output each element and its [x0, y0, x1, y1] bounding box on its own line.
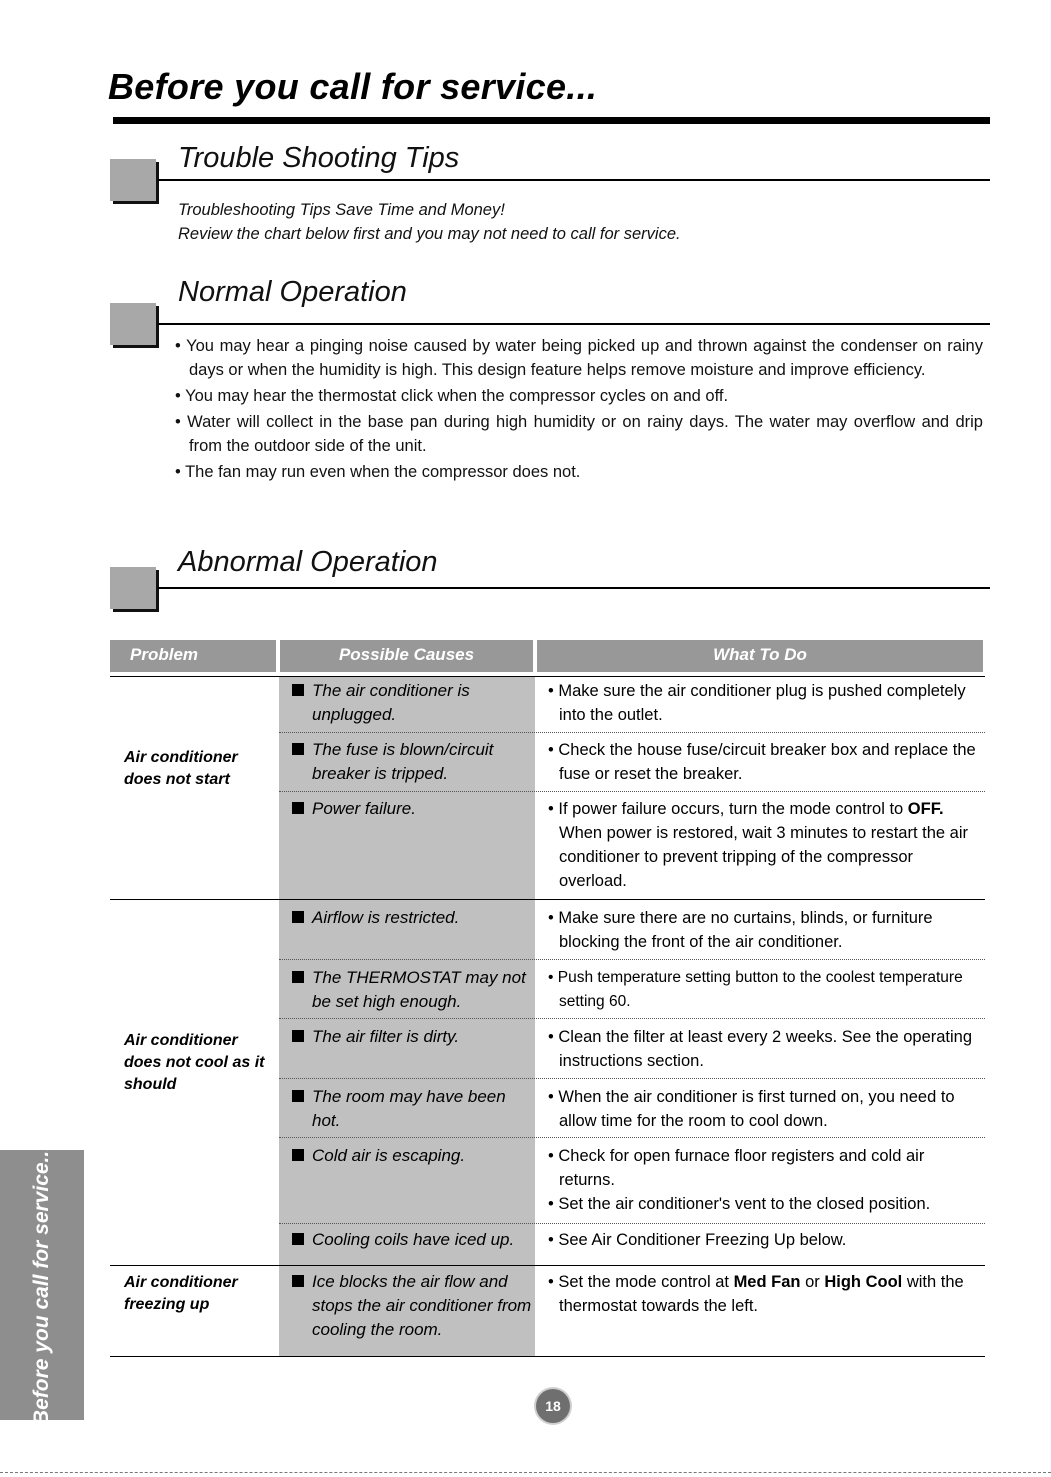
section-heading: Abnormal Operation [178, 546, 438, 578]
todo-text: • Make sure the air conditioner plug is pushed completely into the outlet. [548, 679, 984, 727]
todo-text: • When the air conditioner is first turned on, you need to allow time for the room to cool down. [548, 1085, 984, 1133]
bullet-square-icon [292, 1275, 304, 1287]
todo-text: • See Air Conditioner Freezing Up below. [548, 1228, 984, 1252]
cause-text: The room may have been hot. [312, 1087, 506, 1130]
cause-text: Cold air is escaping. [312, 1146, 466, 1165]
cause-item [292, 1085, 532, 1133]
row-separator [279, 959, 985, 960]
section-marker-box [110, 159, 156, 201]
cause-item [292, 1228, 532, 1252]
table-rule [110, 899, 985, 900]
todo-text: • Set the mode control at Med Fan or High Cool with the thermostat towards the left. [548, 1270, 984, 1318]
section-rule [158, 323, 990, 325]
bottom-crop-line [0, 1472, 1051, 1473]
bullet-square-icon [292, 971, 304, 983]
problem-label: Air conditioner does not start [124, 749, 238, 788]
section-heading: Normal Operation [178, 276, 407, 308]
section-heading: Trouble Shooting Tips [178, 142, 460, 174]
row-separator [279, 1018, 985, 1019]
row-separator [279, 1137, 985, 1138]
problem-label: Air conditioner freezing up [124, 1274, 238, 1313]
page-number-badge: 18 [536, 1389, 570, 1423]
table-header-causes: Possible Causes [280, 640, 533, 672]
intro-text [178, 198, 681, 246]
bullet-square-icon [292, 743, 304, 755]
side-section-tab [0, 1144, 84, 1426]
cause-text: The THERMOSTAT may not be set high enough. [312, 968, 526, 1011]
cause-text: Power failure. [312, 799, 416, 818]
todo-item [548, 1228, 984, 1252]
todo-text: • Push temperature setting button to the coolest temperature setting 60. [548, 966, 984, 1014]
cause-item [292, 966, 532, 1014]
section-abnormal-operation [110, 546, 990, 624]
row-separator [279, 1078, 985, 1079]
table-header-todo: What To Do [537, 640, 983, 672]
bullet-square-icon [292, 1149, 304, 1161]
bullet-square-icon [292, 684, 304, 696]
list-item: • You may hear the thermostat click when the compressor cycles on and off. [175, 384, 983, 408]
cause-text: Ice blocks the air flow and stops the air conditioner from cooling the room. [312, 1272, 532, 1339]
cause-item [292, 797, 532, 821]
page-title: Before you call for service... [108, 66, 598, 107]
bullet-square-icon [292, 802, 304, 814]
todo-text: • Clean the filter at least every 2 weeks. See the operating instructions section. [548, 1025, 984, 1073]
cause-text: The fuse is blown/circuit breaker is tripped. [312, 740, 494, 783]
normal-operation-list [175, 334, 983, 486]
section-rule [158, 587, 990, 589]
row-separator [279, 732, 985, 733]
title-rule [113, 117, 990, 124]
cause-item [292, 1270, 532, 1342]
row-separator [279, 791, 985, 792]
intro-line: Review the chart below first and you may not need to call for service. [178, 225, 681, 243]
todo-item [548, 1144, 984, 1216]
section-rule [158, 179, 990, 181]
table-rule [110, 1265, 985, 1266]
section-marker-box [110, 303, 156, 345]
cause-text: The air conditioner is unplugged. [312, 681, 470, 724]
todo-item [548, 1085, 984, 1133]
cause-text: The air filter is dirty. [312, 1027, 460, 1046]
cause-item [292, 906, 532, 930]
todo-text: • Set the air conditioner's vent to the closed position. [548, 1192, 984, 1216]
todo-item [548, 797, 984, 893]
list-item: • You may hear a pinging noise caused by water being picked up and thrown against the condenser on rainy days or when the humidity is high. This design feature helps remove moisture and improve efficiency. [175, 334, 983, 382]
todo-text: • If power failure occurs, turn the mode control to OFF. When power is restored, wait 3 minutes to restart the air conditioner to prevent tripping of the compressor overload. [548, 797, 984, 893]
todo-item [548, 906, 984, 954]
todo-item [548, 1025, 984, 1073]
todo-item [548, 679, 984, 727]
cause-text: Cooling coils have iced up. [312, 1230, 515, 1249]
row-separator [279, 1223, 985, 1224]
table-rule [110, 676, 985, 677]
bullet-square-icon [292, 1090, 304, 1102]
problem-label: Air conditioner does not cool as it should [124, 1032, 265, 1093]
todo-text: • Make sure there are no curtains, blinds, or furniture blocking the front of the air conditioner. [548, 906, 984, 954]
list-item: • The fan may run even when the compressor does not. [175, 460, 983, 484]
intro-line: Troubleshooting Tips Save Time and Money! [178, 201, 505, 219]
bullet-square-icon [292, 911, 304, 923]
todo-item [548, 966, 984, 1014]
table-rule [110, 1356, 985, 1357]
side-tab-label: Before you call for service... [30, 1144, 53, 1426]
todo-text: • Check the house fuse/circuit breaker box and replace the fuse or reset the breaker. [548, 738, 984, 786]
bullet-square-icon [292, 1030, 304, 1042]
cause-text: Airflow is restricted. [312, 908, 460, 927]
section-marker-box [110, 567, 156, 609]
todo-item [548, 1270, 984, 1318]
list-item: • Water will collect in the base pan during high humidity or on rainy days. The water may overflow and drip from the outdoor side of the unit. [175, 410, 983, 458]
bullet-square-icon [292, 1233, 304, 1245]
cause-item [292, 1025, 532, 1049]
cause-item [292, 1144, 532, 1168]
todo-item [548, 738, 984, 786]
todo-text: • Check for open furnace floor registers and cold air returns. [548, 1144, 984, 1192]
cause-item [292, 738, 532, 786]
cause-item [292, 679, 532, 727]
table-header-problem: Problem [110, 640, 276, 672]
